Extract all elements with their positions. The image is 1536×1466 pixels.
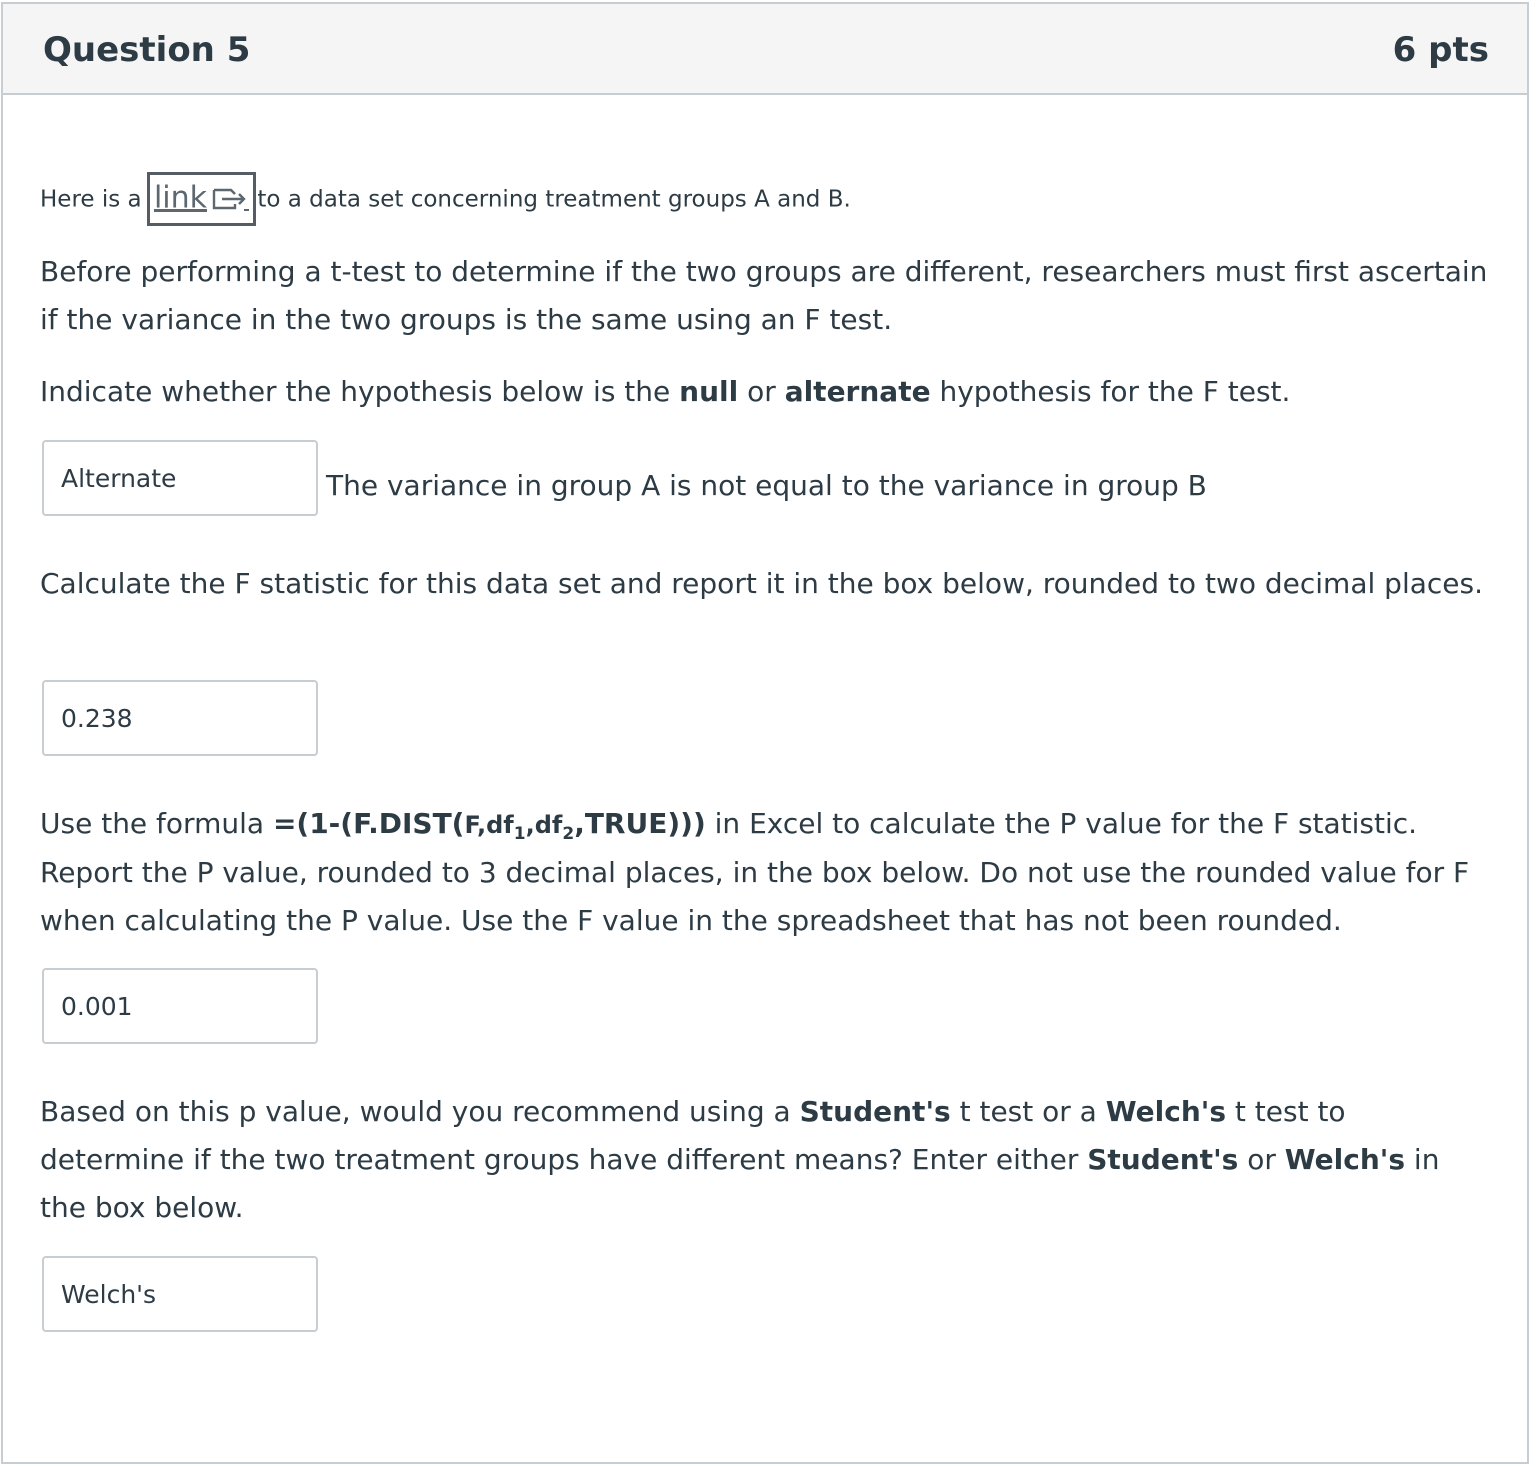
test-text-d: or bbox=[1238, 1143, 1285, 1176]
data-set-link[interactable] bbox=[147, 172, 256, 226]
intro-line bbox=[40, 172, 851, 226]
intro-after-link: to a data set concerning treatment groups A and B. bbox=[250, 186, 851, 213]
welchs-keyword-2: Welch's bbox=[1284, 1143, 1406, 1176]
p-value-text-b: in Excel to calculate the P value for the F statistic. Report the P value, rounded to 3 decimal places, in the box below. Do not use the rounded value for F when calculating the P value. Use the F value in the spreadsheet that has not been rounded. bbox=[40, 807, 1470, 937]
students-keyword-2: Student's bbox=[1087, 1143, 1239, 1176]
formula-part-1: =(1-(F.DIST( bbox=[272, 807, 465, 840]
question-points: 6 pts bbox=[1392, 30, 1489, 70]
test-text-c: t test to determine if the two treatment groups have different means? Enter either bbox=[40, 1095, 1346, 1176]
instruction-f-statistic: Calculate the F statistic for this data set and report it in the box below, rounded to two decimal places. bbox=[40, 567, 1483, 600]
hypothesis-answer-input[interactable] bbox=[42, 440, 318, 516]
students-keyword: Student's bbox=[799, 1095, 951, 1128]
instruction-p-value bbox=[40, 800, 1492, 945]
intro-before-link: Here is a bbox=[40, 186, 149, 213]
hypothesis-text-b: hypothesis for the F test. bbox=[930, 375, 1291, 408]
test-choice-input[interactable] bbox=[42, 1256, 318, 1332]
formula-sub-2: 2 bbox=[562, 824, 575, 844]
instruction-test-choice bbox=[40, 1088, 1492, 1232]
formula-part-2: F,df bbox=[464, 811, 514, 839]
external-link-icon bbox=[211, 185, 249, 211]
excel-formula bbox=[272, 807, 706, 844]
test-text-e: in the box below. bbox=[40, 1143, 1440, 1224]
test-text-a: Based on this p value, would you recommend using a bbox=[40, 1095, 800, 1128]
formula-sub-1: 1 bbox=[513, 824, 526, 844]
f-statistic-input[interactable] bbox=[42, 680, 318, 756]
formula-args bbox=[464, 811, 575, 844]
alternate-keyword: alternate bbox=[784, 375, 931, 408]
data-set-link-text[interactable]: link bbox=[153, 180, 208, 215]
question-title: Question 5 bbox=[43, 30, 251, 70]
test-text-b: t test or a bbox=[950, 1095, 1106, 1128]
formula-part-3: ,df bbox=[525, 811, 563, 839]
welchs-keyword: Welch's bbox=[1105, 1095, 1226, 1128]
instruction-hypothesis bbox=[40, 368, 1492, 416]
hypothesis-text-or: or bbox=[738, 375, 785, 408]
instruction-f-test: Before performing a t-test to determine if the two groups are different, researchers must first ascertain if the variance in the two groups is the same using an F test. bbox=[40, 255, 1488, 336]
p-value-text-a: Use the formula bbox=[40, 807, 273, 840]
question-header bbox=[3, 4, 1527, 95]
formula-part-4: ,TRUE))) bbox=[574, 807, 706, 840]
null-keyword: null bbox=[679, 375, 739, 408]
hypothesis-statement: The variance in group A is not equal to the variance in group B bbox=[326, 469, 1207, 502]
p-value-input[interactable] bbox=[42, 968, 318, 1044]
hypothesis-text-a: Indicate whether the hypothesis below is the bbox=[40, 375, 680, 408]
